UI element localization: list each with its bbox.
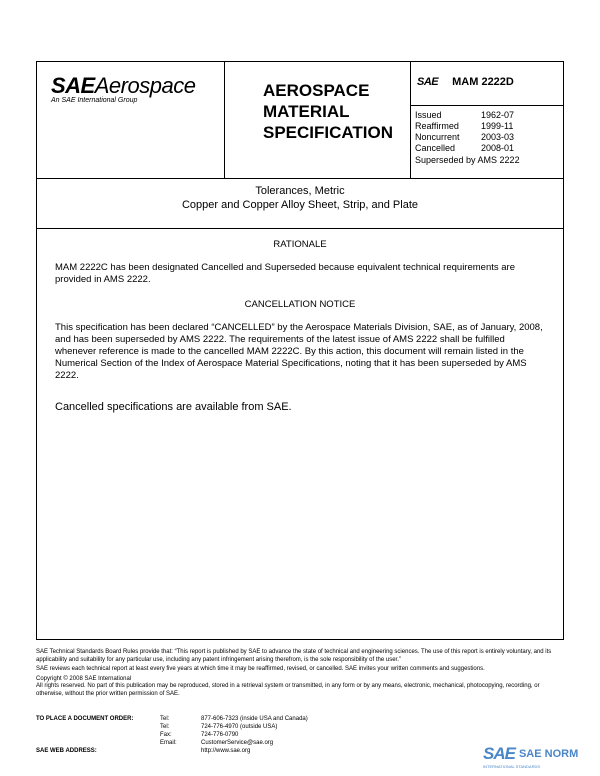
date-list <box>415 110 514 154</box>
cancellation-heading: CANCELLATION NOTICE <box>244 299 356 310</box>
logo-tagline: An SAE International Group <box>51 97 138 104</box>
rationale-heading: RATIONALE <box>273 239 327 250</box>
date-row: Cancelled 2008-01 <box>415 143 515 153</box>
rationale-text: MAM 2222C has been designated Cancelled and Superseded because equivalent technical requirements are provided in AMS 2222. <box>55 262 515 285</box>
phone-inside: 877-606-7323 (inside USA and Canada) <box>201 716 308 722</box>
spec-number: MAM 2222D <box>452 76 514 88</box>
document-frame <box>36 61 564 640</box>
web-label: SAE WEB ADDRESS: <box>36 748 97 754</box>
web-address-link[interactable]: http://www.sae.org <box>201 748 251 754</box>
sae-norm-watermark: SAE SAE NORM <box>483 744 579 763</box>
phone-outside: 724-776-4970 (outside USA) <box>201 724 278 730</box>
header-divider-right <box>410 62 411 178</box>
email-link[interactable]: CustomerService@sae.org <box>201 740 274 746</box>
fax-number: 724-776-0790 <box>201 732 239 738</box>
contact-block: TO PLACE A DOCUMENT ORDER: Tel: 877-606-7323 (inside USA and Canada) Tel: 724-776-4970 (outside USA) Fax: 724-776-0790 Email: CustomerService@sae.org SAE WEB ADDRESS: http://www.sae.org <box>36 716 308 754</box>
sae-watermark-logo: SAE <box>483 744 515 763</box>
cancellation-text: This specification has been declared “CANCELLED” by the Aerospace Materials Division, SAE, as of January, 2008, and has been superseded by AMS 2222. The requirements of the latest issue of AMS 2222 shall be fulfilled whenever reference is made to the cancelled MAM 2222C. By this action, this document will remain listed in the Numerical Section of the Index of Aerospace Material Specifications, noting that it has been superseded by AMS 2222. <box>55 322 543 381</box>
superseded-note: Superseded by AMS 2222 <box>415 155 520 165</box>
date-row: Issued 1962-07 <box>415 110 515 120</box>
order-label: TO PLACE A DOCUMENT ORDER: <box>36 716 134 722</box>
date-row: Noncurrent 2003-03 <box>415 132 515 142</box>
sae-aerospace-logo: SAEAerospace An SAE International Group <box>51 73 196 104</box>
footer-legal: SAE Technical Standards Board Rules provide that: “This report is published by SAE to advance the state of technical and engineering sciences. The use of this report is entirely voluntary, and its applicability and suitability for any particular use, including any patent infringement arising therefrom, is the sole responsibility of the user.” SAE reviews each technical report at least every five years at which time it may be reaffirmed, revised, or cancelled. SAE invites your written comments and suggestions. Copyright © 2008 SAE International All rights reserved. No part of this publication may be reproduced, stored in a retrieval system or transmitted, in any form or by any means, electronic, mechanical, photocopying, recording, or otherwise, without the prior written permission of SAE. <box>36 649 552 697</box>
document-title: Tolerances, Metric Copper and Copper Alloy Sheet, Strip, and Plate <box>181 185 419 211</box>
availability-note: Cancelled specifications are available from SAE. <box>55 401 292 413</box>
document-type: AEROSPACE MATERIAL SPECIFICATION <box>263 81 394 142</box>
header-divider-left <box>224 62 225 178</box>
watermark-subtitle: INTERNATIONAL STANDARDS <box>483 764 541 769</box>
sae-logo: SAE <box>417 76 439 88</box>
date-row: Reaffirmed 1999-11 <box>415 121 514 131</box>
